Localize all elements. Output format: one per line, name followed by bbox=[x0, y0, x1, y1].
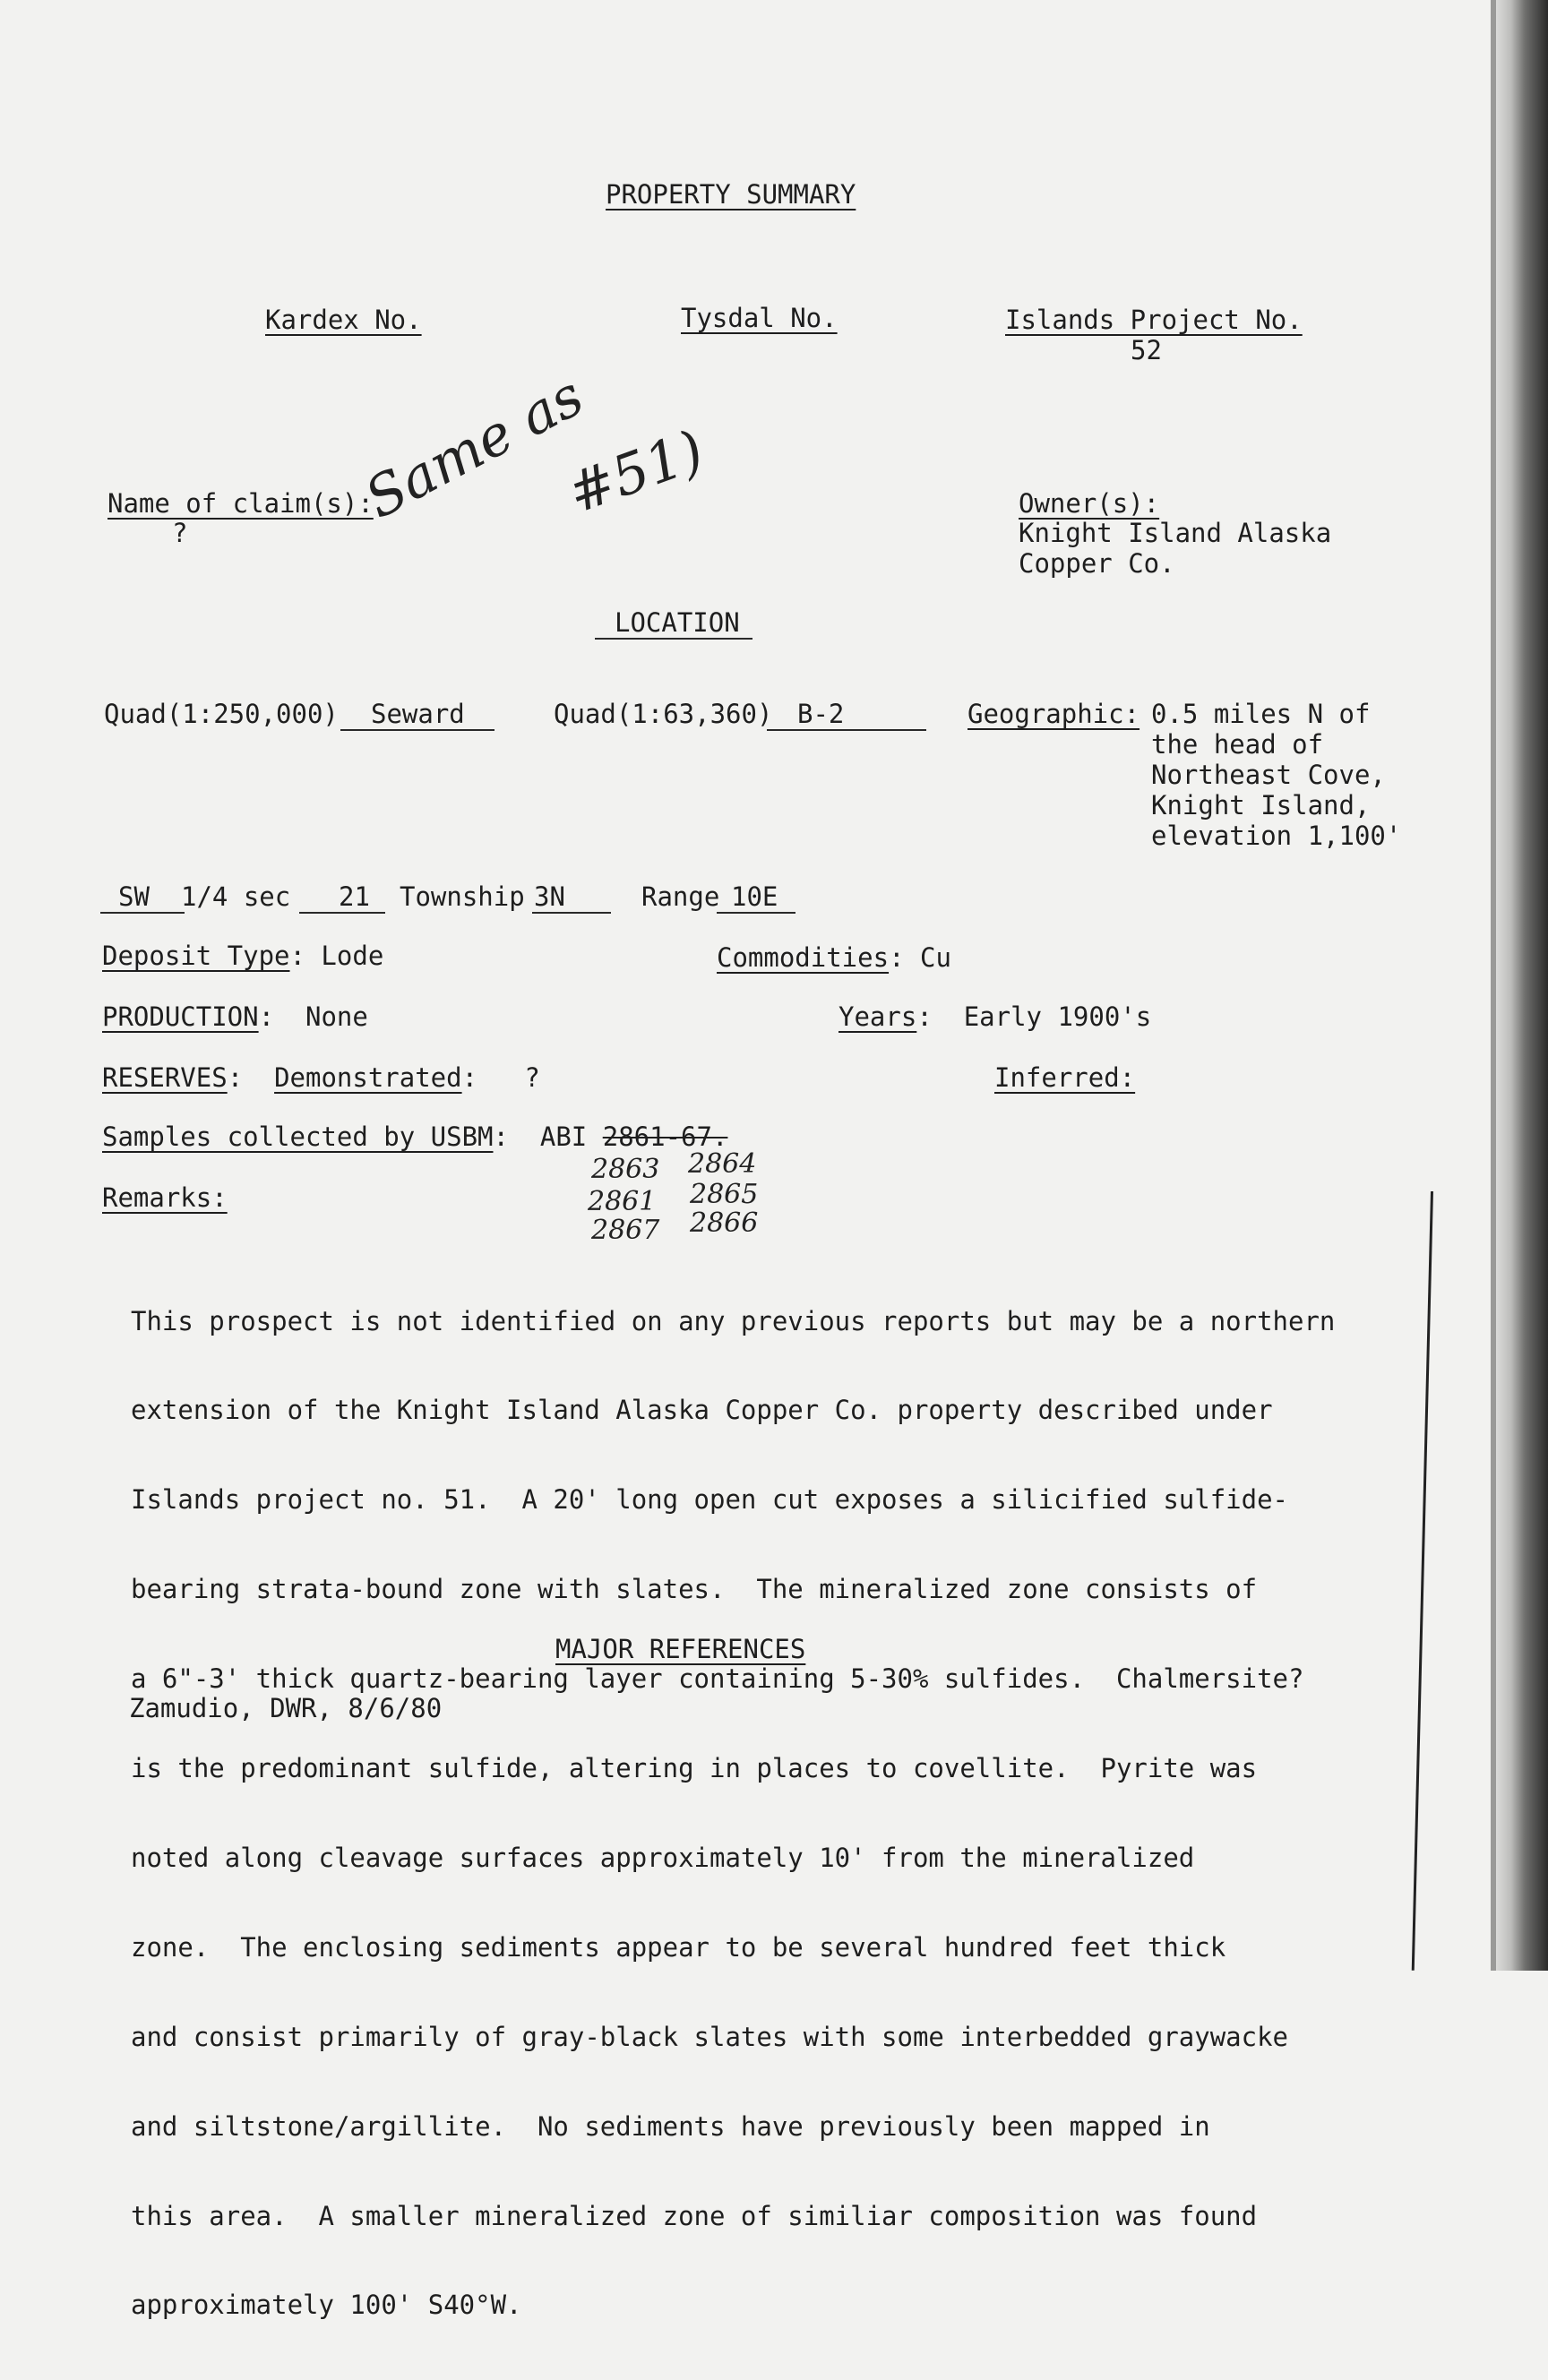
margin-pen-line bbox=[1412, 1191, 1433, 1971]
page-edge-shadow bbox=[1491, 0, 1548, 1971]
quarter-label: 1/4 sec bbox=[181, 881, 291, 912]
remarks-line: zone. The enclosing sediments appear to be several hundred feet thick bbox=[131, 1931, 1226, 1963]
handwritten-sample-2: 2864 bbox=[688, 1148, 757, 1180]
page-title: PROPERTY SUMMARY bbox=[606, 179, 856, 210]
production-row bbox=[102, 1001, 368, 1032]
handwritten-sample-3: 2861 bbox=[588, 1186, 657, 1217]
remarks-line: extension of the Knight Island Alaska Copper Co. property described under bbox=[131, 1395, 1273, 1426]
deposit-type-value: : Lode bbox=[289, 941, 384, 971]
years-value: : Early 1900's bbox=[916, 1001, 1152, 1032]
range-rule bbox=[717, 912, 796, 914]
references-heading: MAJOR REFERENCES bbox=[555, 1634, 806, 1664]
remarks-line: noted along cleavage surfaces approximately 10' from the mineralized bbox=[131, 1842, 1195, 1873]
geographic-line-1: 0.5 miles N of bbox=[1151, 699, 1371, 729]
demonstrated-label: Demonstrated bbox=[274, 1062, 462, 1093]
section-value: 21 bbox=[339, 881, 370, 912]
quad63-label: Quad(1:63,360) bbox=[554, 699, 773, 729]
remarks-line: bearing strata-bound zone with slates. The mineralized zone consists of bbox=[131, 1574, 1258, 1605]
location-heading-rule bbox=[595, 638, 752, 640]
years-label: Years bbox=[838, 1001, 917, 1032]
commodities-label: Commodities bbox=[717, 942, 890, 973]
section-rule bbox=[299, 912, 385, 914]
range-label: Range bbox=[641, 881, 720, 912]
quad63-value: B-2 bbox=[797, 699, 845, 729]
handwritten-sample-5: 2867 bbox=[591, 1215, 660, 1246]
remarks-line: This prospect is not identified on any previous reports but may be a northern bbox=[131, 1305, 1336, 1336]
geographic-label: Geographic: bbox=[968, 699, 1140, 729]
demonstrated-value: : ? bbox=[461, 1062, 540, 1093]
reserves-label: RESERVES bbox=[102, 1062, 228, 1093]
samples-prefix: : ABI bbox=[493, 1121, 588, 1152]
handwritten-sample-1: 2863 bbox=[591, 1154, 660, 1185]
owner-line-2: Copper Co. bbox=[1019, 548, 1175, 579]
remarks-line: and siltstone/argillite. No sediments have previously been mapped in bbox=[131, 2110, 1210, 2142]
production-label: PRODUCTION bbox=[102, 1001, 259, 1032]
quarter-rule bbox=[100, 912, 185, 914]
reserves-row: RESERVES: Demonstrated: ? bbox=[102, 1062, 540, 1093]
deposit-type-row bbox=[102, 941, 383, 971]
handwritten-sample-6: 2866 bbox=[690, 1207, 759, 1239]
handwritten-sample-4: 2865 bbox=[690, 1179, 759, 1210]
quad250-label: Quad(1:250,000) bbox=[104, 699, 339, 729]
samples-label: Samples collected by USBM bbox=[102, 1121, 494, 1152]
tysdal-label: Tysdal No. bbox=[681, 303, 838, 333]
handwritten-claim-note-1: Same as bbox=[354, 362, 594, 531]
remarks-label: Remarks: bbox=[102, 1182, 228, 1213]
township-value: 3N bbox=[534, 881, 565, 912]
geographic-line-4: Knight Island, bbox=[1151, 790, 1371, 821]
remarks-line: this area. A smaller mineralized zone of similiar composition was found bbox=[131, 2200, 1258, 2231]
reference-entry: Zamudio, DWR, 8/6/80 bbox=[129, 1693, 443, 1723]
owner-label: Owner(s): bbox=[1019, 488, 1160, 519]
quarter-value: SW bbox=[118, 881, 150, 912]
claim-label: Name of claim(s): bbox=[108, 488, 374, 519]
years-row bbox=[838, 1001, 1151, 1032]
handwritten-claim-note-2: #51) bbox=[559, 417, 712, 527]
page-edge-line bbox=[1491, 0, 1496, 1971]
quad250-rule bbox=[340, 729, 494, 731]
commodities-row bbox=[717, 942, 951, 973]
owner-line-1: Knight Island Alaska bbox=[1019, 518, 1332, 548]
claim-value: ? bbox=[172, 518, 188, 548]
commodities-value: : Cu bbox=[889, 942, 951, 973]
islands-project-value: 52 bbox=[1131, 335, 1162, 365]
geographic-line-2: the head of bbox=[1151, 729, 1324, 760]
deposit-type-label: Deposit Type bbox=[102, 941, 290, 971]
remarks-line: is the predominant sulfide, altering in places to covellite. Pyrite was bbox=[131, 1753, 1258, 1784]
geographic-line-3: Northeast Cove, bbox=[1151, 760, 1386, 790]
remarks-line: Islands project no. 51. A 20' long open cut exposes a silicified sulfide- bbox=[131, 1484, 1289, 1516]
inferred-label: Inferred: bbox=[994, 1062, 1136, 1093]
range-value: 10E bbox=[731, 881, 778, 912]
kardex-label: Kardex No. bbox=[265, 305, 422, 335]
islands-project-label: Islands Project No. bbox=[1005, 305, 1303, 335]
remarks-line: and consist primarily of gray-black slates with some interbedded graywacke bbox=[131, 2021, 1289, 2052]
remarks-paragraph bbox=[131, 1247, 1335, 2380]
geographic-line-5: elevation 1,100' bbox=[1151, 821, 1402, 851]
production-value: : None bbox=[258, 1001, 368, 1032]
samples-row bbox=[102, 1121, 727, 1152]
remarks-line: approximately 100' S40°W. bbox=[131, 2290, 522, 2321]
location-heading: LOCATION bbox=[615, 607, 740, 638]
remarks-line: a 6"-3' thick quartz-bearing layer containing 5-30% sulfides. Chalmersite? bbox=[131, 1663, 1304, 1695]
samples-struck-value: 2861-67. bbox=[602, 1121, 728, 1152]
quad250-value: Seward bbox=[371, 699, 465, 729]
township-label: Township bbox=[400, 881, 525, 912]
quad63-rule bbox=[767, 729, 926, 731]
township-rule bbox=[532, 912, 611, 914]
